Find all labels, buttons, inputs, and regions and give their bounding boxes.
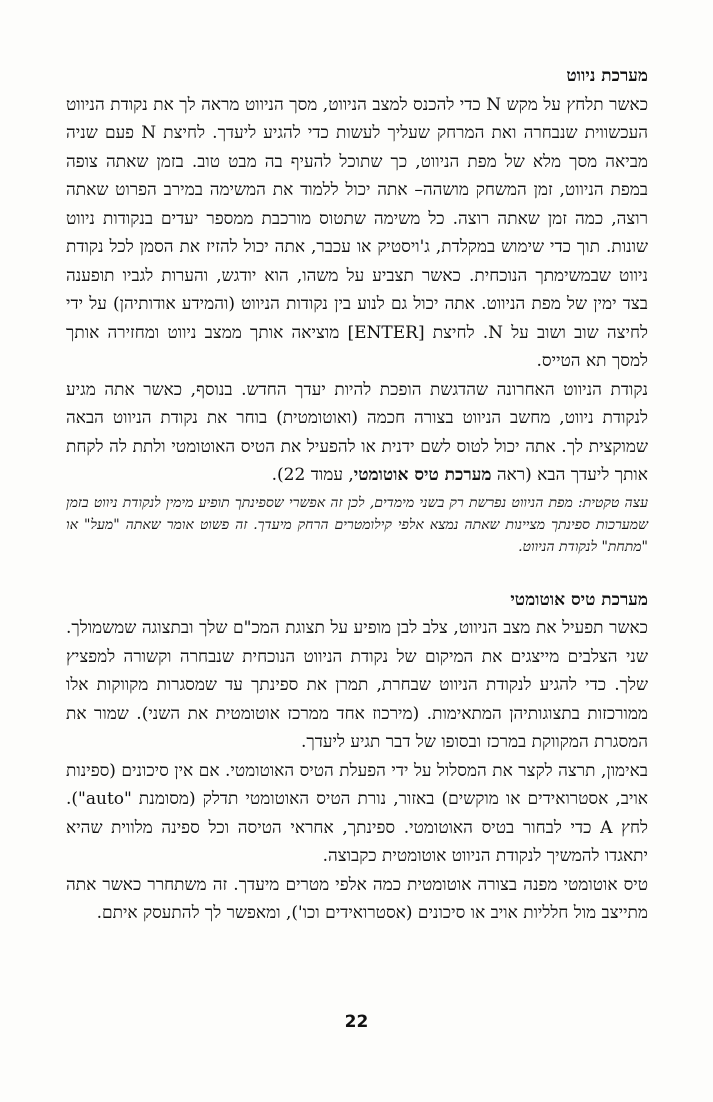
autopilot-paragraph-2: באימון, תרצה לקצר את המסלול על ידי הפעלת הטיס האוטומטי. אם אין סיכונים (ספינות אויב, אסטרואידים או מוקשים) באזור, נורת הטיס האוטומטי תדלק (מסומנת "auto"). לחץ A כדי לבחור בטיס האוטומטי. ספינתך, אחראי הטיסה וכל ספינה מלווית שהיא יתאגדו להמשיך לנקודת הניווט אוטומטית כקבוצה. <box>66 760 648 866</box>
section-title-autopilot: מערכת טיס אוטומטי <box>510 589 648 610</box>
navigation-paragraph-2-tail: , עמוד 22). <box>271 465 354 485</box>
autopilot-cross-reference: מערכת טיס אוטומטי <box>353 465 492 485</box>
manual-page-body <box>66 62 648 928</box>
navigation-paragraph-2-lead: נקודת הניווט האחרונה שהדגשת הופכת להיות יעדך החדש. בנוסף, כאשר אתה מגיע לנקודת ניווט, מחשב הניווט בצורה חכמה (ואוטומטית) בוחר את נקודת הניווט הבאה שמוקצית לך. אתה יכול לטוס לשם ידנית או להפעיל את הטיס האוטומטי ולתת לה לקחת אותך ליעדך הבא (ראה <box>66 379 648 485</box>
autopilot-paragraph-1: כאשר תפעיל את מצב הניווט, צלב לבן מופיע על תצוגת המכ"ם שלך ובתצוגה שמשמולך. שני הצלבים מייצגים את המיקום של נקודת הניווט הנוכחית שנבחרה וקשורה למפציץ שלך. כדי להגיע לנקודת הניווט שבחרת, תמרן את ספינתך עד שמסגרות מקווקות אלו ממורכזות בתצוגותיהן המתאימות. (מירכוז אחד ממרכז אוטומטית את השני). שמור את המסגרת המקווקת במרכז ובסופו של דבר תגיע ליעדך. <box>66 618 648 752</box>
section-title-navigation: מערכת ניווט <box>566 66 648 86</box>
autopilot-paragraph-3: טיס אוטומטי מפנה בצורה אוטומטית כמה אלפי מטרים מיעדך. זה משתחרר כאשר אתה מתייצב מול חלליות אויב או סיכונים (אסטרואידים וכו'), ומאפשר לך להתעסק איתם. <box>66 874 648 923</box>
navigation-paragraph-2 <box>66 376 648 490</box>
tactical-tip: עצה טקטית: מפת הניווט נפרשת רק בשני מימדים, לכן זה אפשרי שספינתך תופיע מימין לנקודת ניווט בזמן שמערכות ספינתך מציינות שאתה נמצא אלפי קילומטרים הרחק מיעדך. זה פשוט אומר שאתה "מעל" או "מתחת" לנקודת הניווט. <box>66 494 648 555</box>
page-number: 22 <box>344 1012 369 1032</box>
navigation-paragraph-1: כאשר תלחץ על מקש N כדי להכנס למצב הניווט, מסך הניווט מראה לך את נקודת הניווט העכשווית שנבחרה ואת המרחק שעליך לעשות כדי להגיע ליעדך. לחיצת N פעם שניה מביאה מסך מלא של מפת הניווט, כך שתוכל להעיף בה מבט טוב. בזמן שאתה צופה במפת הניווט, זמן המשחק מושהה– אתה יכול ללמוד את המשימה במירב הפרוט שאתה רוצה, כמה זמן שאתה רוצה. כל משימה שתטוס מורכבת ממספר יעדים בנקודות ניווט שונות. תוך כדי שימוש במקלדת, ג'ויסטיק או עכבר, אתה יכול להזיז את הסמן לכל נקודת ניווט שבמשימתך הנוכחית. כאשר תצביע על משהו, הוא יודגש, והערות לגביו תופענה בצד ימין של מפת הניווט. אתה יכול גם לנוע בין נקודות הניווט (והמידע אודותיהן) על ידי לחיצה שוב ושוב על N. לחיצת [ENTER] מוציאה אותך ממצב ניווט ומחזירה אותך למסך תא הטייס. <box>66 94 648 371</box>
